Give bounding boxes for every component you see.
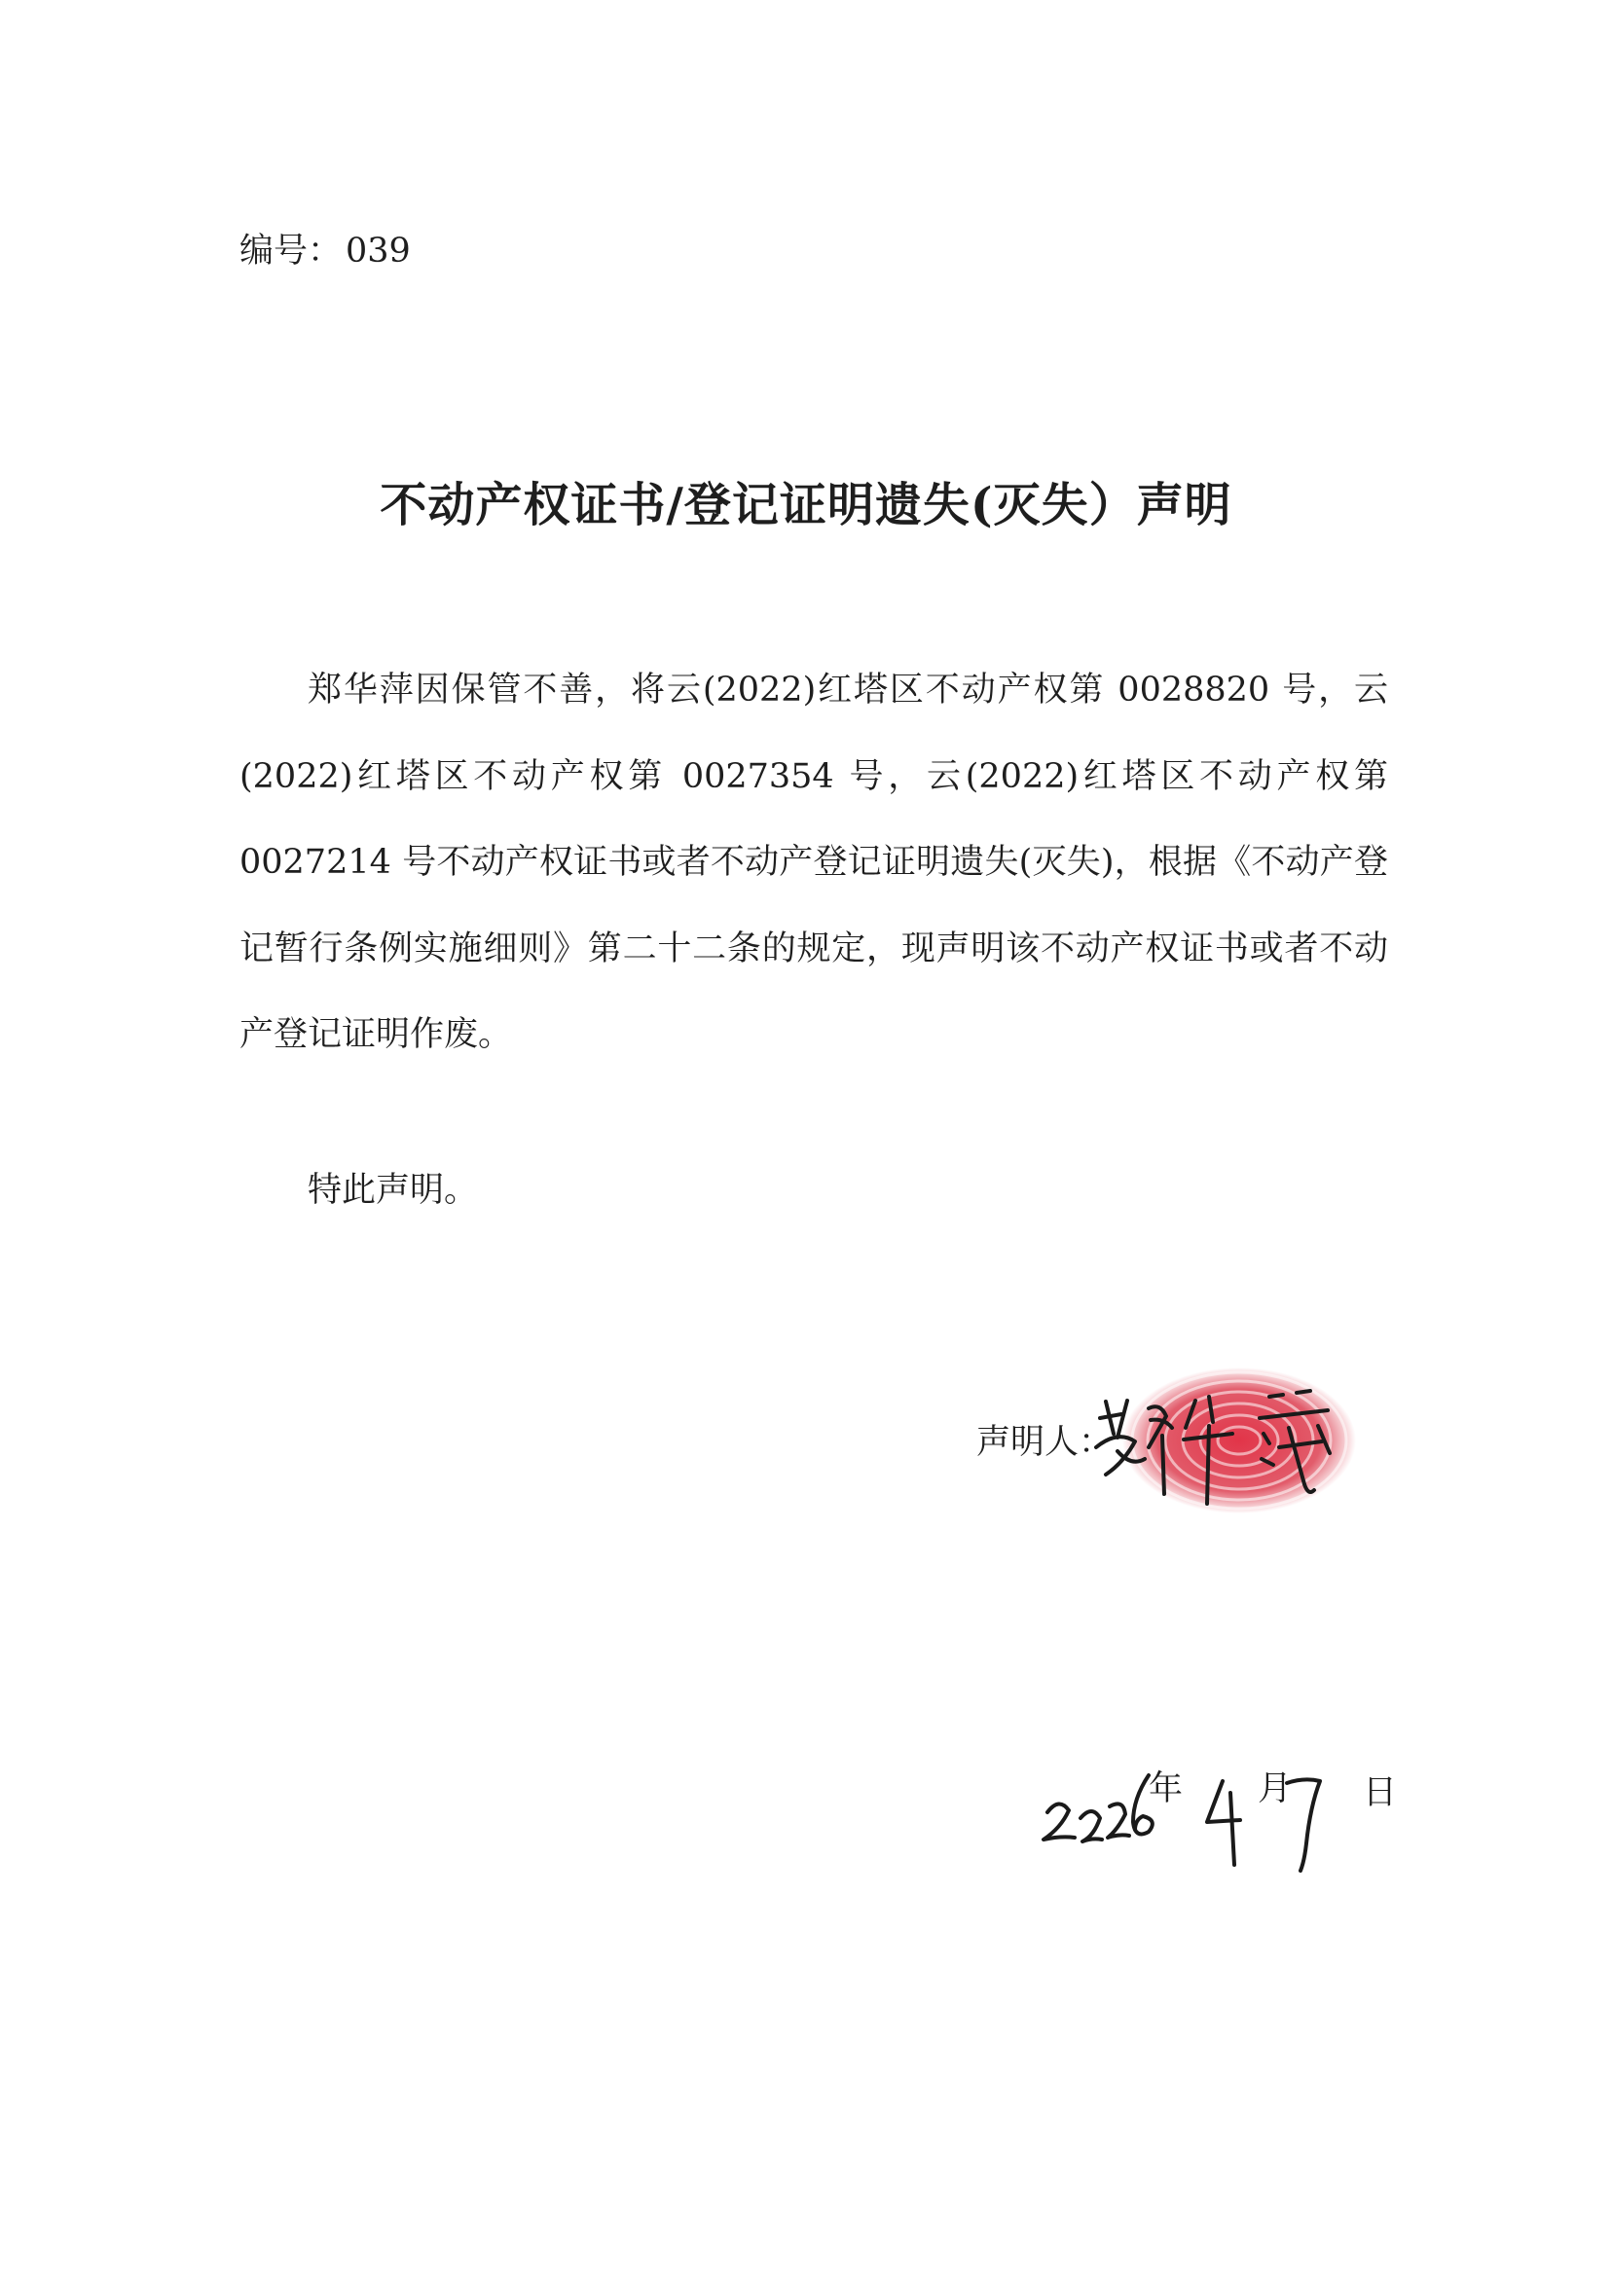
document-title: 不动产权证书/登记证明遗失(灭失）声明	[380, 478, 1232, 532]
handwritten-month	[1207, 1781, 1240, 1865]
serial-label: 编号：	[239, 232, 343, 271]
serial-value: 039	[346, 232, 411, 271]
closing-statement: 特此声明。	[308, 1171, 479, 1210]
month-unit: 月	[1258, 1769, 1293, 1808]
handwritten-date	[1032, 1742, 1402, 1878]
signature-with-thumbprint	[1088, 1358, 1361, 1523]
day-unit: 日	[1363, 1773, 1398, 1812]
year-unit: 年	[1149, 1769, 1184, 1808]
date-row	[1032, 1742, 1402, 1878]
declaration-paragraph: 郑华萍因保管不善，将云(2022)红塔区不动产权第 0028820 号，云(2022)红塔区不动产权第 0027354 号，云(2022)红塔区不动产权第 0027214 号不动产权证书或者不动产登记证明遗失(灭失)，根据《不动产登记暂行条例实施细则》第二十二条的规定，现声明该不动产权证书或者不动产登记证明作废。	[239, 671, 1388, 1054]
declarant-label: 声明人：	[976, 1423, 1114, 1462]
handwritten-year	[1044, 1775, 1153, 1841]
serial-number	[239, 228, 411, 274]
handwritten-day	[1287, 1779, 1320, 1871]
